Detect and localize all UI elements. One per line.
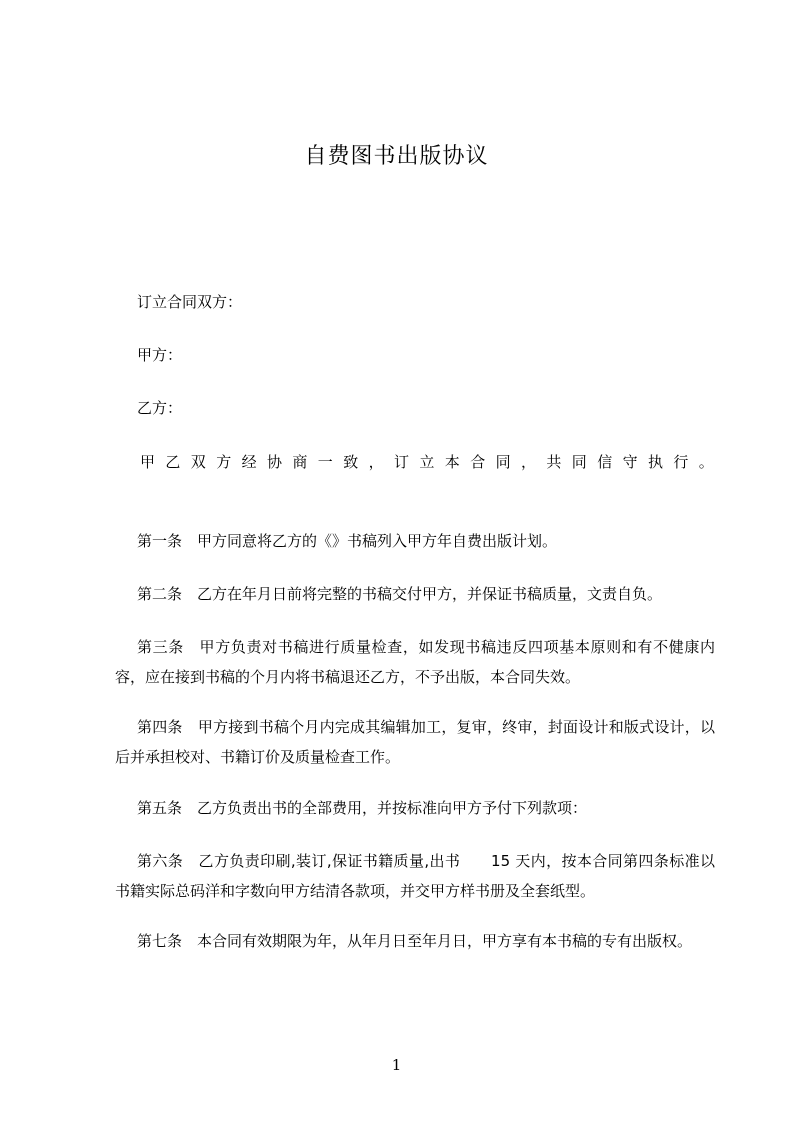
parties-header: 订立合同双方：: [137, 293, 243, 311]
page-number: 1: [391, 1056, 402, 1074]
party-b-label: 乙方：: [137, 399, 183, 417]
article-2: 第二条 乙方在年月日前将完整的书稿交付甲方，并保证书稿质量，文责自负。: [137, 585, 663, 603]
article-3: 第三条 甲方负责对书稿进行质量检查，如发现书稿违反四项基本原则和有不健康内容，应在接到书稿的个月内将书稿退还乙方，不予出版，本合同失效。: [115, 638, 715, 686]
article-1: 第一条 甲方同意将乙方的《》书稿列入甲方年自费出版计划。: [137, 532, 558, 550]
document-title: 自费图书出版协议: [304, 144, 489, 169]
article-4: 第四条 甲方接到书稿个月内完成其编辑加工，复审，终审，封面设计和版式设计，以后并承担校对、书籍订价及质量检查工作。: [115, 718, 715, 766]
article-6: 第六条 乙方负责印刷,装订,保证书籍质量,出书 15 天内，按本合同第四条标准以书籍实际总码洋和字数向甲方结清各款项，并交甲方样书册及全套纸型。: [115, 852, 715, 900]
party-a-label: 甲方：: [137, 346, 183, 364]
agreement-statement: 甲乙双方经协商一致，订立本合同，共同信守执行。: [140, 453, 725, 471]
article-5: 第五条 乙方负责出书的全部费用，并按标准向甲方予付下列款项：: [137, 799, 588, 817]
article-7: 第七条 本合同有效期限为年，从年月日至年月日，甲方享有本书稿的专有出版权。: [137, 932, 693, 950]
